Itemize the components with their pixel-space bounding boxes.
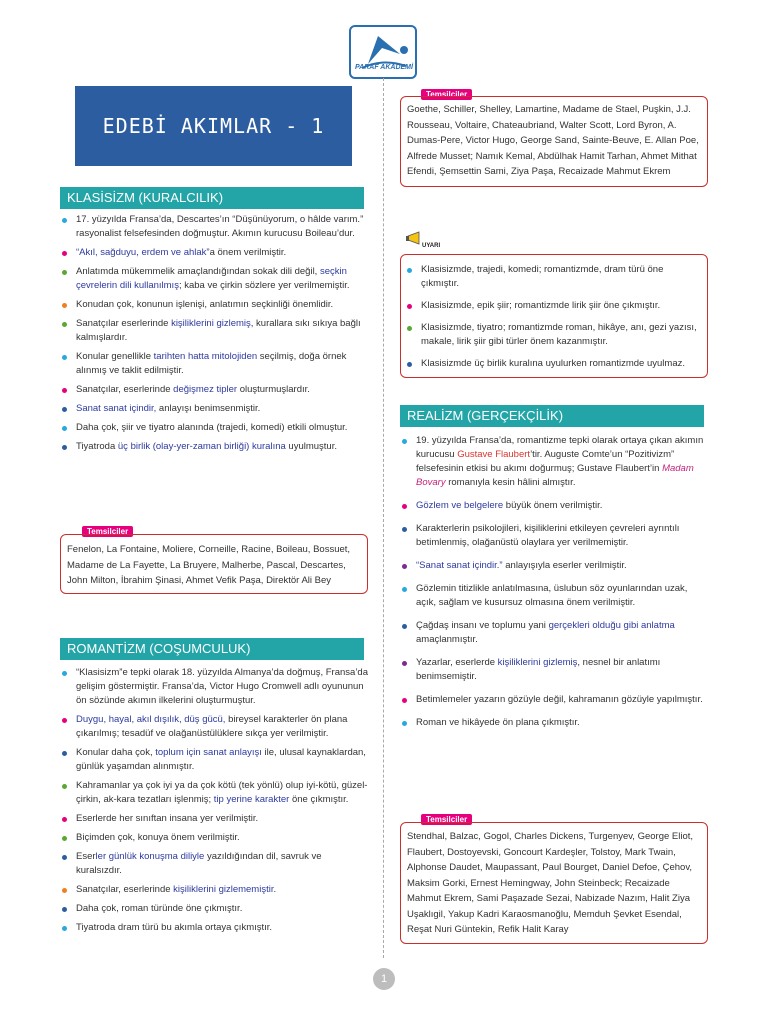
- item-text: Sanatçılar eserlerinde: [76, 318, 172, 329]
- item-text: Yazarlar, eserlerde: [416, 657, 498, 668]
- list-item: [60, 850, 368, 878]
- section-rule: [60, 208, 364, 209]
- item-highlight: Gustave Flaubert: [457, 449, 531, 460]
- realizm-heading: REALİZM (GERÇEKÇİLİK): [400, 405, 704, 426]
- list-item: [400, 434, 708, 490]
- item-highlight: değişmez tipler: [173, 384, 238, 395]
- list-item: [400, 499, 708, 513]
- list-item: [400, 693, 708, 707]
- item-text: Klasisizmde, tiyatro; romantizmde roman, hikâye, anı, gezi yazısı, makale, lirik şiir gibi türler önem kazanmıştır.: [421, 322, 697, 347]
- item-text: ’tir. Auguste Comte’un “Pozitivizm” felsefesinin etkisi bu akımı doğurmuş; Gustave Flaubert’in: [416, 449, 675, 474]
- list-item: [60, 402, 368, 416]
- romantizm-section: [60, 638, 364, 660]
- item-text: Eserlerde her sınıftan insana yer verilmiştir.: [76, 813, 259, 824]
- item-text: bireysel karakterler ön plana çıkarılmış; tesadüf ve olağanüstülüklere sıkça yer verilmiştir.: [76, 714, 348, 739]
- brand-name: PARAF AKADEMİ: [355, 64, 413, 71]
- item-text: a önem verilmiştir.: [209, 247, 287, 258]
- list-item: [405, 263, 703, 291]
- item-highlight: kişiliklerini gizlemiş: [171, 318, 251, 329]
- item-text: Sanatçılar, eserlerinde: [76, 384, 174, 395]
- item-highlight: kişiliklerini gizlememiştir: [173, 884, 274, 895]
- item-highlight: gerçekleri olduğu gibi anlatma: [548, 620, 675, 631]
- representatives-text: Stendhal, Balzac, Gogol, Charles Dickens, Turgenyev, George Eliot, Flaubert, Dostoyevski, Goncourt Kardeşler, Tolstoy, Mark Twain, Alphonse Daudet, Maupassant, Paul Bourget, Daniel Defoe, Çehov, Maksim Gorki, Ernest Hemingway, John Steinbeck; Recaizade Mahmut Ekrem, Sami Paşazade Sezai, Nabizade Nazım, Halit Ziya Uşaklıgil, Yakup Kadri Karaosmanoğlu, Memduh Şevket Esendal, Reşat Nuri Güntekin, Refik Halit Karay: [407, 831, 694, 935]
- column-divider: [383, 78, 384, 958]
- list-item: [400, 619, 708, 647]
- item-text: Betimlemeler yazarın gözüyle değil, kahramanın gözüyle yapılmıştır.: [416, 694, 703, 705]
- list-item: [405, 357, 703, 371]
- item-text: Klasisizmde, epik şiir; romantizmde lirik şiir öne çıkmıştır.: [421, 300, 661, 311]
- temsilciler-tag: Temsilciler: [421, 89, 472, 100]
- item-text: Tiyatroda: [76, 441, 118, 452]
- list-item: [60, 440, 368, 454]
- item-text: Roman ve hikâyede ön plana çıkmıştır.: [416, 717, 580, 728]
- item-text: Gözlemin titizlikle anlatılmasına, üslubun söz oyunlarından uzak, açık, sağlam ve kusursuz olmasına önem verilmiştir.: [416, 583, 688, 608]
- item-highlight: “Akıl, sağduyu, erdem ve ahlak”: [76, 247, 210, 258]
- paraf-logo-icon: [348, 24, 418, 80]
- item-highlight: Duygu, hayal, akıl dışılık, düş gücü,: [76, 714, 226, 725]
- page-number: 1: [373, 968, 395, 990]
- item-text: Klasisizmde, trajedi, komedi; romantizmde, dram türü öne çıkmıştır.: [421, 264, 664, 289]
- item-text: Karakterlerin psikolojileri, kişiliklerini etkileyen çevreleri ayrıntılı betimlenmiş, olağanüstü olaylara yer verilmemiştir.: [416, 523, 680, 548]
- item-text: Kahramanlar ya çok iyi ya da çok kötü (tek yönlü) olup iyi-kötü, güzel-çirkin, ak-kara tezatları işlenmiş;: [76, 780, 368, 805]
- item-text: Daha çok, şiir ve tiyatro alanında (trajedi, komedi) etkili olmuştur.: [76, 422, 348, 433]
- item-text: , nesnel bir anlatımı benimsemiştir.: [416, 657, 661, 682]
- list-item: [60, 902, 368, 916]
- item-highlight: seçkin çevrelerin dili kullanılmış: [76, 266, 347, 291]
- list-item: [60, 746, 368, 774]
- list-item: [60, 421, 368, 435]
- item-text: oluşturmuşlardır.: [237, 384, 310, 395]
- item-text: Çağdaş insanı ve toplumu yani: [416, 620, 549, 631]
- list-item: [60, 713, 368, 741]
- klasisizm-section: [60, 187, 364, 209]
- romantizm-list: [60, 666, 368, 940]
- realizm-list: [400, 434, 708, 739]
- item-highlight: tip yerine karakter: [213, 794, 290, 805]
- klasisizm-list: [60, 213, 368, 459]
- item-highlight: üç birlik (olay-yer-zaman birliği) kuralına: [117, 441, 286, 452]
- uyari-box: [400, 254, 708, 378]
- list-item: [60, 246, 368, 260]
- list-item: [400, 716, 708, 730]
- item-text: Tiyatroda dram türü bu akımla ortaya çıkmıştır.: [76, 922, 273, 933]
- uyari-label: UYARI: [422, 243, 441, 249]
- romantizm-heading: ROMANTİZM (COŞUMCULUK): [60, 638, 364, 659]
- item-text: “Klasisizm”e tepki olarak 18. yüzyılda Almanya’da doğmuş, Fransa’da gelişim göstermiştir. Fransa’da, Victor Hugo Cromwell adlı oyununun ön sözünde akımın ilkelerini oluşturmuştur.: [76, 667, 368, 706]
- item-highlight: Madam Bovary: [416, 463, 694, 488]
- item-highlight: toplum için sanat anlayışı: [155, 747, 262, 758]
- representatives-text: Goethe, Schiller, Shelley, Lamartine, Madame de Stael, Puşkin, J.J. Rousseau, Voltaire, Chateaubriand, Walter Scott, Lord Byron, A. Dumas-Pere, Victor Hugo, George Sand, Sainte-Beuve, E. Allan Poe, Alfrede Musset; Namık Kemal, Abdülhak Hamit Tarhan, Ahmet Mithat Efendi, Şemsettin Sami, Ziya Paşa, Recaizade Mahmut Ekrem: [407, 104, 699, 177]
- list-item: [400, 582, 708, 610]
- item-text: Biçimden çok, konuya önem verilmiştir.: [76, 832, 240, 843]
- item-text: Klasisizmde üç birlik kuralına uyulurken romantizmde uyulmaz.: [421, 358, 685, 369]
- item-text: .: [273, 884, 277, 895]
- list-item: [60, 831, 368, 845]
- realizm-section: [400, 405, 704, 427]
- item-text: yazıldığından dil, savruk ve kuralsızdır.: [76, 851, 322, 876]
- list-item: [60, 666, 368, 708]
- item-text: Konudan çok, konunun işlenişi, anlatımın seçkinliği önemlidir.: [76, 299, 334, 310]
- uyari-list: [405, 263, 703, 371]
- temsilciler-tag: Temsilciler: [421, 814, 472, 825]
- klasisizm-heading: KLASİSİZM (KURALCILIK): [60, 187, 364, 208]
- list-item: [60, 213, 368, 241]
- item-text: Konular genellikle: [76, 351, 154, 362]
- item-text: Anlatımda mükemmelik amaçlandığından sokak dili değil,: [76, 266, 320, 277]
- item-text: Eser: [76, 851, 96, 862]
- list-item: [400, 559, 708, 573]
- item-text: Konular daha çok,: [76, 747, 156, 758]
- item-text: romanıyla kesin hâlini almıştır.: [445, 477, 576, 488]
- temsilciler-tag: Temsilciler: [82, 526, 133, 537]
- warning-megaphone-icon: [405, 228, 445, 250]
- item-text: , kurallara sıkı sıkıya bağlı kalmışlardır.: [76, 318, 361, 343]
- list-item: [60, 921, 368, 935]
- item-text: seçilmiş, doğa örnek alınmış ve taklit edilmiştir.: [76, 351, 347, 376]
- item-text: anlayışıyla eserler verilmiştir.: [502, 560, 627, 571]
- item-text: anlayışı benimsenmiştir.: [156, 403, 261, 414]
- list-item: [405, 299, 703, 313]
- item-text: büyük önem verilmiştir.: [503, 500, 603, 511]
- item-text: Sanatçılar, eserlerinde: [76, 884, 174, 895]
- list-item: [60, 298, 368, 312]
- list-item: [400, 522, 708, 550]
- list-item: [60, 383, 368, 397]
- klasisizm-representatives: [60, 534, 368, 594]
- item-text: uyulmuştur.: [285, 441, 337, 452]
- list-item: [60, 317, 368, 345]
- item-text: ; kaba ve çirkin sözlere yer verilmemiştir.: [178, 280, 350, 291]
- page-title: EDEBİ AKIMLAR - 1: [75, 86, 352, 166]
- item-highlight: kişiliklerini gizlemiş: [497, 657, 578, 668]
- item-text: amaçlanmıştır.: [416, 634, 478, 645]
- item-highlight: Gözlem ve belgelere: [416, 500, 504, 511]
- section-rule: [60, 659, 364, 660]
- item-highlight: Sanat sanat içindir,: [76, 403, 157, 414]
- item-text: 17. yüzyılda Fransa’da, Descartes’ın “Düşünüyorum, o hâlde varım.” rasyonalist felsefesinden doğmuştur. Akımın kurucusu Boileau’dur.: [76, 214, 364, 239]
- item-highlight: “Sanat sanat içindir.”: [416, 560, 503, 571]
- list-item: [60, 265, 368, 293]
- realizm-representatives: [400, 822, 708, 944]
- item-highlight: ler günlük konuşma diliyle: [95, 851, 205, 862]
- list-item: [60, 350, 368, 378]
- section-rule: [400, 426, 704, 427]
- list-item: [400, 656, 708, 684]
- item-text: ile, ulusal kaynaklardan, günlük yaşamdan alınmıştır.: [76, 747, 366, 772]
- representatives-text: Fenelon, La Fontaine, Moliere, Corneille, Racine, Boileau, Bossuet, Madame de La Fayette, La Bruyere, Malherbe, Pascal, Descartes, John Milton, İbrahim Şinasi, Ahmet Vefik Paşa, Direktör Ali Bey: [67, 544, 351, 586]
- list-item: [405, 321, 703, 349]
- item-highlight: tarihten hatta mitolojiden: [153, 351, 258, 362]
- item-text: 19. yüzyılda Fransa’da, romantizme tepki olarak ortaya çıkan akımın kurucusu: [416, 435, 704, 460]
- item-text: öne çıkmıştır.: [289, 794, 349, 805]
- list-item: [60, 812, 368, 826]
- list-item: [60, 883, 368, 897]
- item-text: Daha çok, roman türünde öne çıkmıştır.: [76, 903, 243, 914]
- list-item: [60, 779, 368, 807]
- romantizm-representatives: [400, 96, 708, 187]
